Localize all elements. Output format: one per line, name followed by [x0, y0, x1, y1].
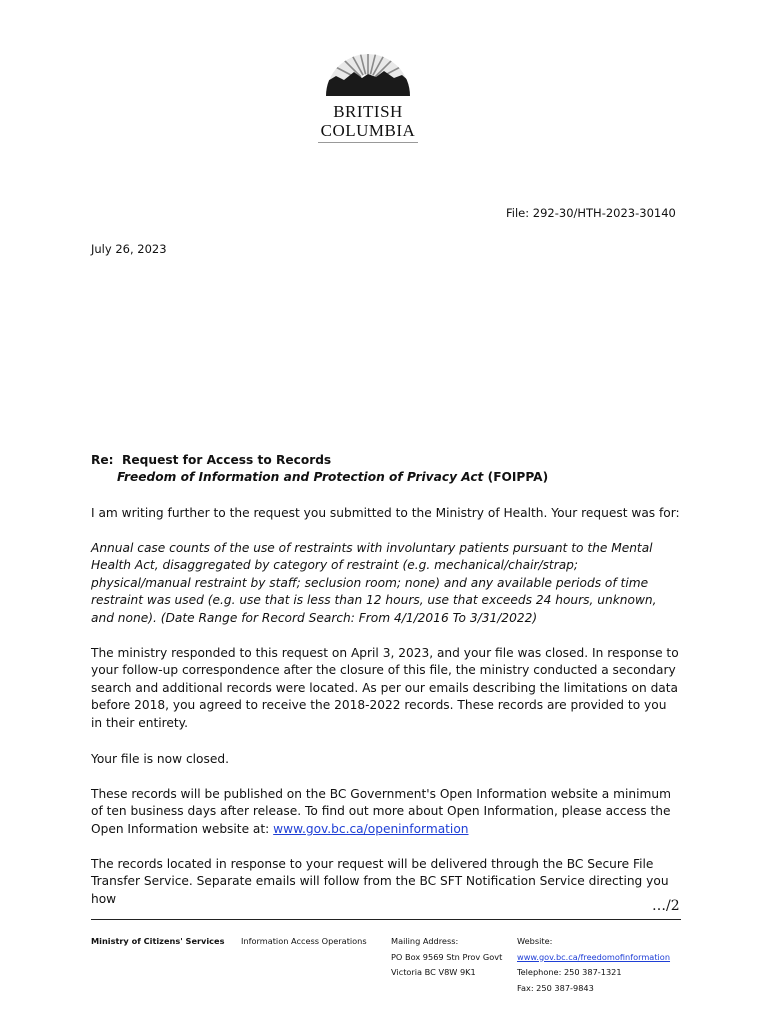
subject-block	[91, 452, 681, 487]
delivery-paragraph: The records located in response to your request will be delivered through the BC Secure File Transfer Service. Separate emails will follow from the BC SFT Notification Service directing you how	[91, 857, 669, 906]
act-abbrev: (FOIPPA)	[487, 470, 549, 485]
subject-prefix: Re:	[91, 453, 114, 467]
subject-title: Request for Access to Records	[122, 453, 332, 467]
mailing-line-1: PO Box 9569 Stn Prov Govt	[391, 951, 503, 962]
website-label: Website:	[517, 936, 553, 946]
intro-paragraph: I am writing further to the request you submitted to the Ministry of Health. Your request was for:	[91, 506, 680, 520]
footer-mailing-address	[391, 934, 502, 981]
open-info-paragraph	[91, 786, 681, 838]
closed-paragraph: Your file is now closed.	[91, 752, 229, 766]
footer-divider	[91, 919, 681, 920]
mailing-label: Mailing Address:	[391, 936, 459, 946]
continued-page-marker: …/2	[652, 898, 680, 914]
subject-line-2	[91, 469, 681, 486]
footer-contact	[517, 934, 670, 996]
letter-date: July 26, 2023	[91, 242, 167, 256]
act-name: Freedom of Information and Protection of Privacy Act	[117, 470, 484, 485]
mailing-line-2: Victoria BC V8W 9K1	[391, 967, 476, 977]
open-info-text: These records will be published on the BC Government's Open Information website a minimum of ten business days after release. To find out more about Open Information, please access the Open Information website at:	[91, 787, 671, 836]
sun-mountains-emblem	[310, 44, 426, 102]
response-paragraph: The ministry responded to this request on April 3, 2023, and your file was closed. In response to your follow-up correspondence after the closure of this file, the ministry conducted a secondary search and additional records were located. As per our emails describing the limitations on data before 2018, you agreed to receive the 2018-2022 records. These records are provided to you in their entirety.	[91, 646, 679, 730]
bc-government-logo	[310, 44, 426, 148]
fax: Fax: 250 387-9843	[517, 982, 594, 993]
request-quote: Annual case counts of the use of restraints with involuntary patients pursuant to the Mental Health Act, disaggregated by category of restraint (e.g. mechanical/chair/strap; physical/manual restraint by staff; seclusion room; none) and any available periods of time restraint was used (e.g. use that is less than 12 hours, use that exceeds 24 hours, unknown, and none). (Date Range for Record Search: From 4/1/2016 To 3/31/2022)	[91, 541, 657, 625]
subject-line-1	[91, 452, 681, 469]
file-reference: File: 292-30/HTH-2023-30140	[506, 206, 676, 220]
logo-wordmark-line1: BRITISH	[333, 102, 403, 121]
logo-divider	[318, 142, 418, 143]
footer-branch: Information Access Operations	[241, 936, 367, 946]
footer-ministry: Ministry of Citizens' Services	[91, 936, 225, 946]
open-information-link[interactable]: www.gov.bc.ca/openinformation	[273, 821, 469, 836]
telephone: Telephone: 250 387-1321	[517, 967, 622, 977]
foi-website-link[interactable]: www.gov.bc.ca/freedomofinformation	[517, 951, 671, 962]
logo-wordmark-line2: COLUMBIA	[320, 121, 416, 140]
